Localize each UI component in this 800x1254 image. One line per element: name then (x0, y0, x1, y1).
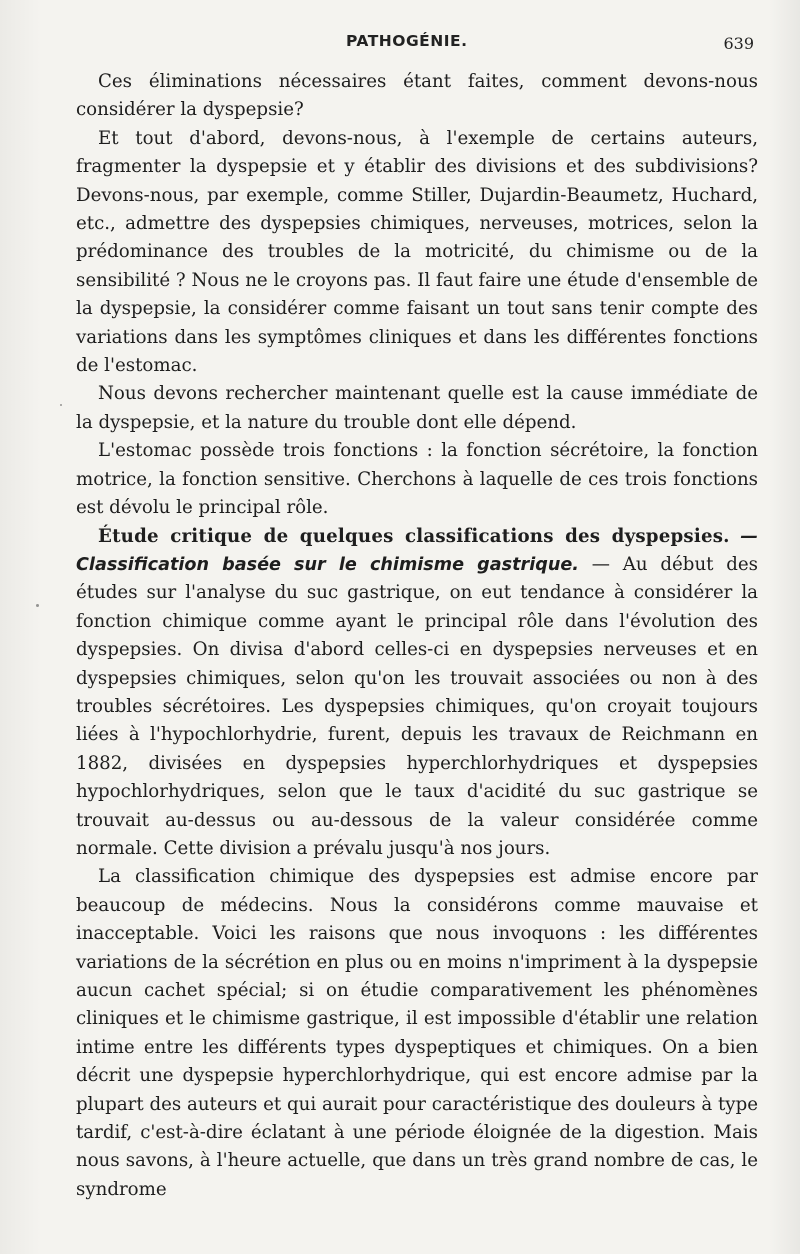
print-speckle (36, 604, 39, 607)
paragraph-4 (76, 437, 758, 522)
paragraph-text: L'estomac possède trois fonctions : la fonction sécrétoire, la fonction motrice, la fonction sensitive. Cherchons à laquelle de ces trois fonctions est dévolu le principal rôle. (76, 440, 758, 519)
page-number: 639 (723, 34, 754, 53)
section-title: Étude critique de quelques classifications des dyspepsies. (98, 525, 730, 547)
body-text (76, 68, 758, 1204)
paragraph-text: Ces éliminations nécessaires étant faites, comment devons-nous considérer la dyspepsie? (76, 71, 758, 121)
print-speckle (60, 404, 62, 406)
paragraph-text: — Au début des études sur l'analyse du suc gastrique, on eut tendance à considérer la fonction chimique comme ayant le principal rôle dans l'évolution des dyspepsies. On divisa d'abord celles-ci en dyspepsies nerveuses et en dyspepsies chimiques, selon qu'on les trouvait associées ou non à des troubles sécrétoires. Les dyspepsies chimiques, qu'on croyait toujours liées à l'hypochlorhydrie, furent, depuis les travaux de Reichmann en 1882, divisées en dyspepsies hyperchlorhydriques et dyspepsies hypochlorhydriques, selon que le taux d'acidité du suc gastrique se trouvait au-dessus ou au-dessous de la valeur considérée comme normale. Cette division a prévalu jusqu'à nos jours. (76, 553, 758, 859)
page-header (0, 30, 800, 58)
paragraph-5 (76, 523, 758, 864)
paragraph-text: Nous devons rechercher maintenant quelle est la cause immédiate de la dyspepsie, et la nature du trouble dont elle dépend. (76, 383, 758, 433)
paragraph-2 (76, 125, 758, 381)
paragraph-1 (76, 68, 758, 125)
paragraph-6 (76, 863, 758, 1204)
paragraph-text: La classification chimique des dyspepsies est admise encore par beaucoup de médecins. Nous la considérons comme mauvaise et inacceptable. Voici les raisons que nous invoquons : les différentes variations de la sécrétion en plus ou en moins n'impriment à la dyspepsie aucun cachet spécial; si on étudie comparativement les phénomènes cliniques et le chimisme gastrique, il est impossible d'établir une relation intime entre les différents types dyspeptiques et chimiques. On a bien décrit une dyspepsie hyperchlorhydrique, qui est encore admise par la plupart des auteurs et qui aurait pour caractéristique des douleurs à type tardif, c'est-à-dire éclatant à une période éloignée de la digestion. Mais nous savons, à l'heure actuelle, que dans un très grand nombre de cas, le syndrome (76, 866, 758, 1200)
subsection-title: — Classification basée sur le chimisme gastrique. (76, 526, 758, 575)
running-head: PATHOGÉNIE. (346, 32, 468, 50)
paragraph-text: Et tout d'abord, devons-nous, à l'exemple de certains auteurs, fragmenter la dyspepsie et y établir des divisions et des subdivisions? Devons-nous, par exemple, comme Stiller, Dujardin-Beaumetz, Huchard, etc., admettre des dyspepsies chimiques, nerveuses, motrices, selon la prédominance des troubles de la motricité, du chimisme ou de la sensibilité ? Nous ne le croyons pas. Il faut faire une étude d'ensemble de la dyspepsie, la considérer comme faisant un tout sans tenir compte des variations dans les symptômes cliniques et dans les différentes fonctions de l'estomac. (76, 127, 758, 377)
paragraph-3 (76, 380, 758, 437)
